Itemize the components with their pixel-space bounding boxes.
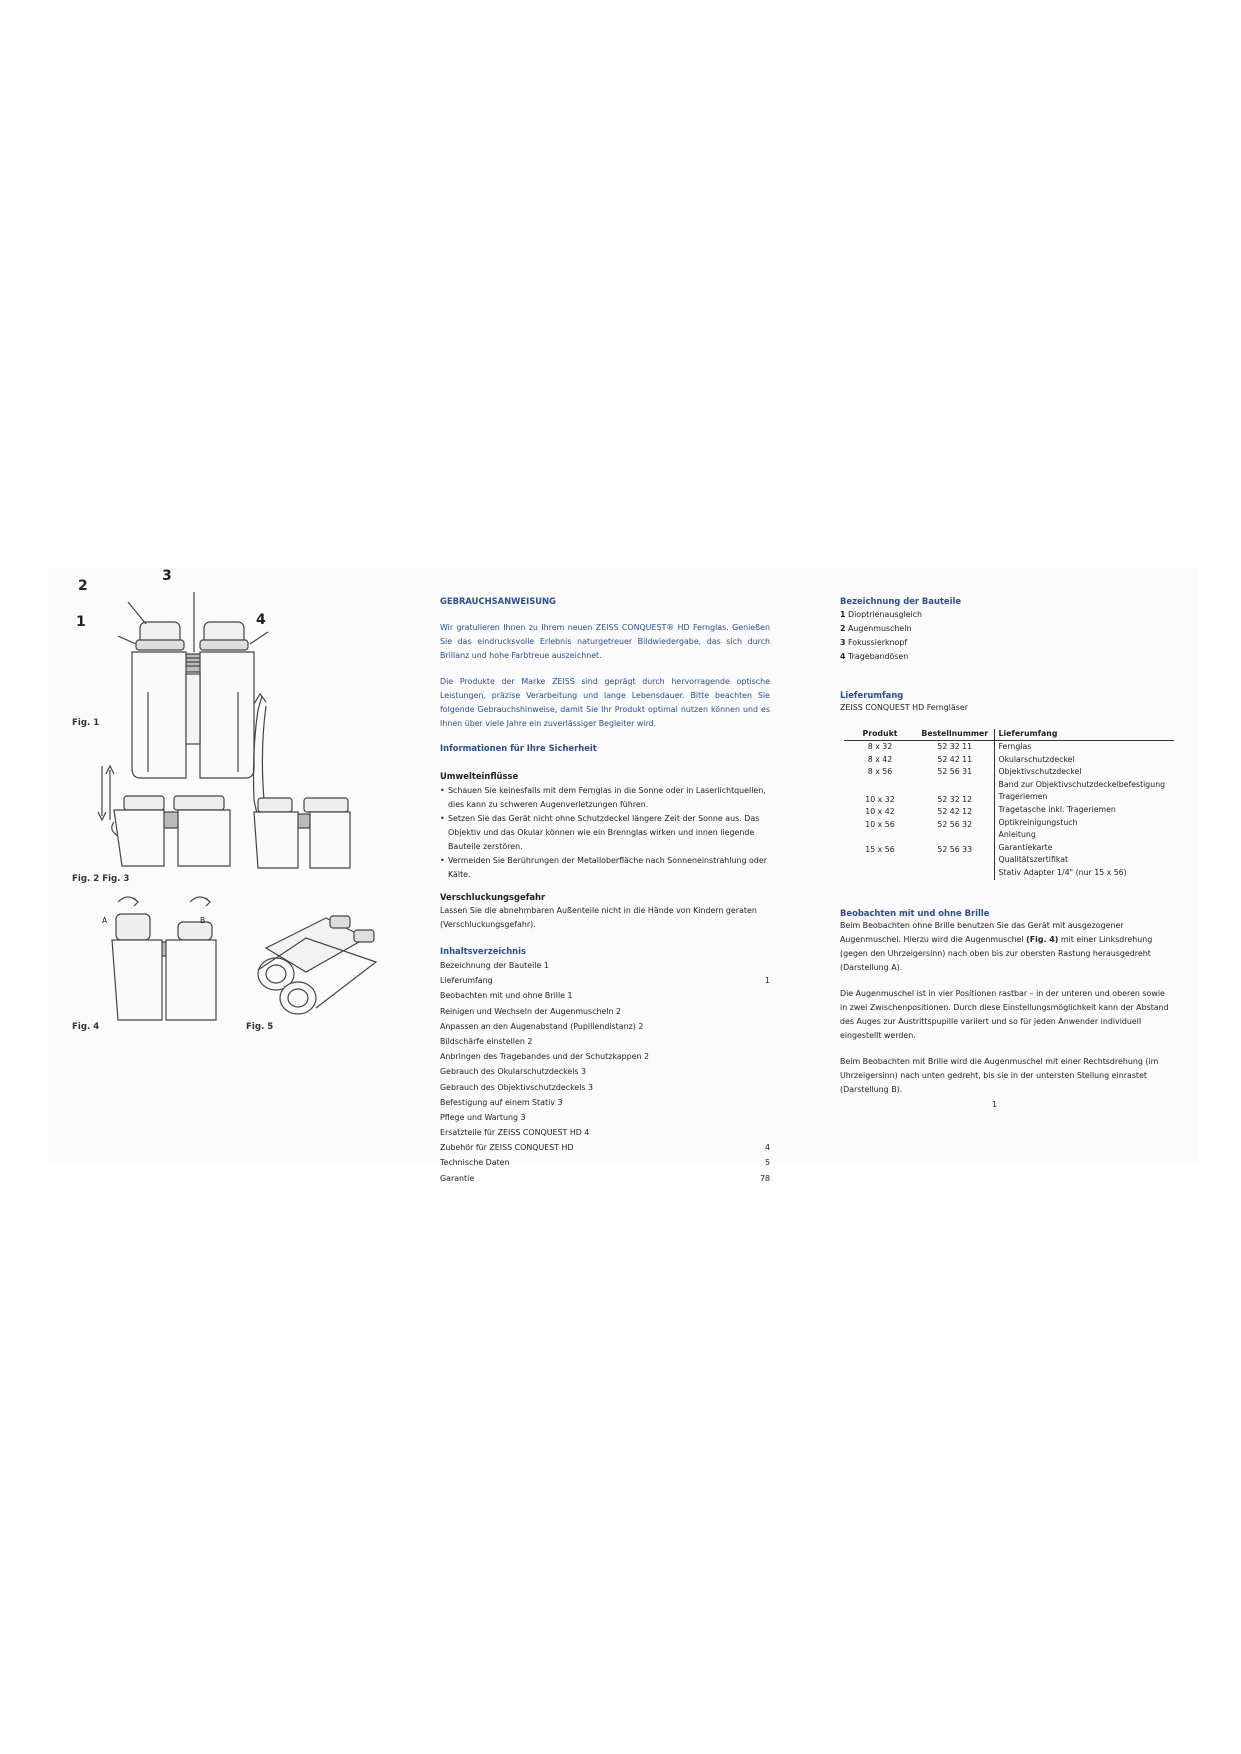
contents-item: Optikreinigungstuch <box>998 817 1078 827</box>
part-number: 3 <box>840 638 846 647</box>
list-item <box>840 622 1170 636</box>
page-number: 1 <box>992 1100 998 1109</box>
callout-2: 2 <box>78 578 88 594</box>
fig4-eyecup-twist-drawing <box>104 892 224 1022</box>
toc-row <box>440 1171 770 1186</box>
callout-4: 4 <box>256 612 266 628</box>
toc-label: Bezeichnung der Bauteile 1 <box>440 961 549 970</box>
product-value: 15 x 56 <box>865 844 895 854</box>
contents-item: Tragetasche inkl. Trageriemen <box>998 804 1116 814</box>
fig5-binocular-perspective-drawing <box>246 908 386 1018</box>
environment-list <box>440 784 770 882</box>
col-header-contents: Lieferumfang <box>994 729 1174 741</box>
toc-row <box>440 973 770 988</box>
table-cell <box>916 836 994 880</box>
environment-heading: Umwelteinflüsse <box>440 771 519 781</box>
callout-3: 3 <box>162 568 172 584</box>
toc-row <box>440 1080 770 1095</box>
toc-list <box>440 958 770 1186</box>
observation-text: mit einer Linksdrehung (gegen den Uhrzeigersinn) nach oben bis zur obersten Rastung herausgedreht (Darstellung A). <box>840 934 1153 972</box>
part-number: 2 <box>840 624 846 633</box>
fig2-eyecup-drawing <box>94 760 234 870</box>
part-label: Tragebandösen <box>848 652 909 661</box>
list-item <box>840 636 1170 650</box>
part-number: 1 <box>840 610 846 619</box>
product-value: 10 x 56 <box>865 819 895 829</box>
swallow-heading: Verschluckungsgefahr <box>440 892 546 902</box>
toc-page: 5 <box>764 1158 770 1168</box>
col-header-order-number: Bestellnummer <box>916 729 994 741</box>
toc-label: Gebrauch des Objektivschutzdeckels 3 <box>440 1082 594 1092</box>
product-value: 8 x 42 <box>867 754 893 764</box>
manual-middle-column <box>440 596 770 1186</box>
table-cell <box>916 741 994 782</box>
toc-page: 1 <box>764 976 770 986</box>
figures-column <box>48 568 398 1164</box>
intro-paragraph-2: Die Produkte der Marke ZEISS sind geprägt durch hervorragende optische Leistungen, präzise Verarbeitung und lange Lebensdauer. Bitte beachten Sie folgende Gebrauchshinweise, damit Sie Ihr Produkt optimal nutzen können und es Ihnen über viele Jahre ein zuverlässiger Begleiter wird. <box>440 677 770 728</box>
order-number-value: 52 32 11 <box>937 742 973 751</box>
fig5-label: Fig. 5 <box>246 1022 274 1032</box>
toc-row <box>440 1140 770 1155</box>
toc-row <box>440 1110 770 1125</box>
toc-row <box>440 1049 770 1064</box>
fig3-strap-drawing <box>244 690 354 870</box>
supply-subtitle: ZEISS CONQUEST HD Ferngläser <box>840 703 969 712</box>
toc-heading: Inhaltsverzeichnis <box>440 946 526 956</box>
supply-heading: Lieferumfang <box>840 690 904 700</box>
observation-text: Beim Beobachten ohne Brille benutzen Sie das Gerät mit ausgezogener Augenmuschel. Hierzu wird die Augenmuschel <box>840 920 1124 944</box>
part-number: 4 <box>840 652 846 661</box>
toc-label: Garantie <box>440 1173 475 1183</box>
list-item: • Vermeiden Sie Berührungen der Metalloberfläche nach Sonneneinstrahlung oder Kälte. <box>440 854 770 882</box>
toc-label: Zubehör für ZEISS CONQUEST HD <box>440 1143 574 1153</box>
table-row <box>844 741 1174 782</box>
toc-label: Bildschärfe einstellen 2 <box>440 1036 533 1046</box>
observation-paragraph-1 <box>840 919 1170 975</box>
page-title: GEBRAUCHSANWEISUNG <box>440 596 556 606</box>
safety-heading: Informationen für Ihre Sicherheit <box>440 743 597 753</box>
table-cell <box>844 741 916 782</box>
toc-row <box>440 988 770 1003</box>
toc-label: Beobachten mit und ohne Brille 1 <box>440 991 573 1001</box>
contents-item: Trageriemen <box>998 792 1048 802</box>
contents-item: Stativ Adapter 1/4" (nur 15 x 56) <box>998 867 1127 877</box>
toc-label: Anpassen an den Augenabstand (Pupillendistanz) 2 <box>440 1021 644 1031</box>
contents-item: Anleitung <box>998 830 1036 840</box>
toc-row <box>440 1155 770 1170</box>
toc-label: Reinigen und Wechseln der Augenmuscheln 2 <box>440 1006 622 1016</box>
callout-1: 1 <box>76 614 86 630</box>
observation-heading: Beobachten mit und ohne Brille <box>840 907 990 918</box>
table-cell-contents <box>994 741 1174 880</box>
fig4-label-b: B <box>200 916 206 925</box>
toc-label: Lieferumfang <box>440 976 493 986</box>
contents-item: Objektivschutzdeckel <box>998 767 1082 777</box>
table-header-row <box>844 729 1174 741</box>
part-label: Fokussierknopf <box>848 638 908 647</box>
order-number-value: 52 32 12 <box>937 794 973 804</box>
product-value: 8 x 32 <box>867 742 893 751</box>
table-cell <box>916 782 994 836</box>
fig1-label: Fig. 1 <box>72 718 100 728</box>
product-value: 10 x 42 <box>865 807 895 817</box>
order-number-value: 52 56 31 <box>937 767 973 777</box>
part-label: Augenmuscheln <box>848 624 912 633</box>
fig4-label-a: A <box>102 916 108 925</box>
order-number-value: 52 56 33 <box>937 844 973 854</box>
toc-row <box>440 1004 770 1019</box>
toc-label: Ersatzteile für ZEISS CONQUEST HD 4 <box>440 1128 590 1138</box>
order-number-value: 52 56 32 <box>937 819 973 829</box>
list-item <box>840 650 1170 664</box>
observation-paragraph-2: Die Augenmuschel ist in vier Positionen rastbar – in der unteren und oberen sowie in zwei Zwischenpositionen. Durch diese Einstellungsmöglichkeit kann der Abstand des Auges zur Austrittspupille variiert und so für jeden Anwender individuell eingestellt werden. <box>840 988 1169 1040</box>
figure-reference: (Fig. 4) <box>1026 934 1059 944</box>
toc-page: 78 <box>759 1173 770 1183</box>
toc-row <box>440 958 770 973</box>
parts-heading: Bezeichnung der Bauteile <box>840 596 962 606</box>
toc-label: Gebrauch des Okularschutzdeckels 3 <box>440 1067 587 1077</box>
manual-right-column <box>840 596 1170 1097</box>
fig4-label: Fig. 4 <box>72 1022 100 1032</box>
toc-row <box>440 1095 770 1110</box>
manual-spread <box>48 568 1198 1183</box>
toc-page: 4 <box>764 1143 770 1153</box>
order-number-value: 52 42 11 <box>937 754 973 764</box>
toc-label: Befestigung auf einem Stativ 3 <box>440 1097 563 1107</box>
contents-item: Qualitätszertifikat <box>998 855 1069 865</box>
intro-paragraph-1: Wir gratulieren Ihnen zu Ihrem neuen ZEISS CONQUEST® HD Fernglas. Genießen Sie das eindrucksvolle Erlebnis naturgetreuer Bildwiedergabe, das sich durch Brillanz und hohe Farbtreue auszeichnet. <box>440 623 770 660</box>
toc-row <box>440 1019 770 1034</box>
parts-list <box>840 608 1170 664</box>
list-item: • Setzen Sie das Gerät nicht ohne Schutzdeckel längere Zeit der Sonne aus. Das Objektiv und das Okular können wie ein Brennglas wirken und innen liegende Bauteile zerstören. <box>440 812 770 854</box>
fig23-label: Fig. 2 Fig. 3 <box>72 874 130 884</box>
product-value: 10 x 32 <box>865 794 895 804</box>
toc-row <box>440 1064 770 1079</box>
toc-row <box>440 1034 770 1049</box>
contents-item: Band zur Objektivschutzdeckelbefestigung <box>998 779 1166 789</box>
swallow-text: Lassen Sie die abnehmbaren Außenteile nicht in die Hände von Kindern geraten (Verschluckungsgefahr). <box>440 906 757 929</box>
product-value: 8 x 56 <box>867 767 893 777</box>
table-cell <box>844 836 916 880</box>
toc-label: Pflege und Wartung 3 <box>440 1112 526 1122</box>
order-number-value: 52 42 12 <box>937 807 973 817</box>
supply-table <box>844 729 1174 880</box>
list-item: • Schauen Sie keinesfalls mit dem Fernglas in die Sonne oder in Laserlichtquellen, dies kann zu schweren Augenverletzungen führen. <box>440 784 770 812</box>
contents-item: Garantiekarte <box>998 842 1053 852</box>
contents-item: Fernglas <box>998 742 1032 751</box>
contents-item: Okularschutzdeckel <box>998 754 1075 764</box>
col-header-product: Produkt <box>844 729 916 741</box>
toc-row <box>440 1125 770 1140</box>
observation-paragraph-3: Beim Beobachten mit Brille wird die Augenmuschel mit einer Rechtsdrehung (im Uhrzeigersinn) nach unten gedreht, bis sie in der untersten Stellung einrastet (Darstellung B). <box>840 1056 1159 1094</box>
toc-label: Technische Daten <box>440 1158 510 1168</box>
part-label: Dioptrienausgleich <box>848 610 923 619</box>
table-cell <box>844 782 916 836</box>
toc-label: Anbringen des Tragebandes und der Schutzkappen 2 <box>440 1052 650 1062</box>
list-item <box>840 608 1170 622</box>
